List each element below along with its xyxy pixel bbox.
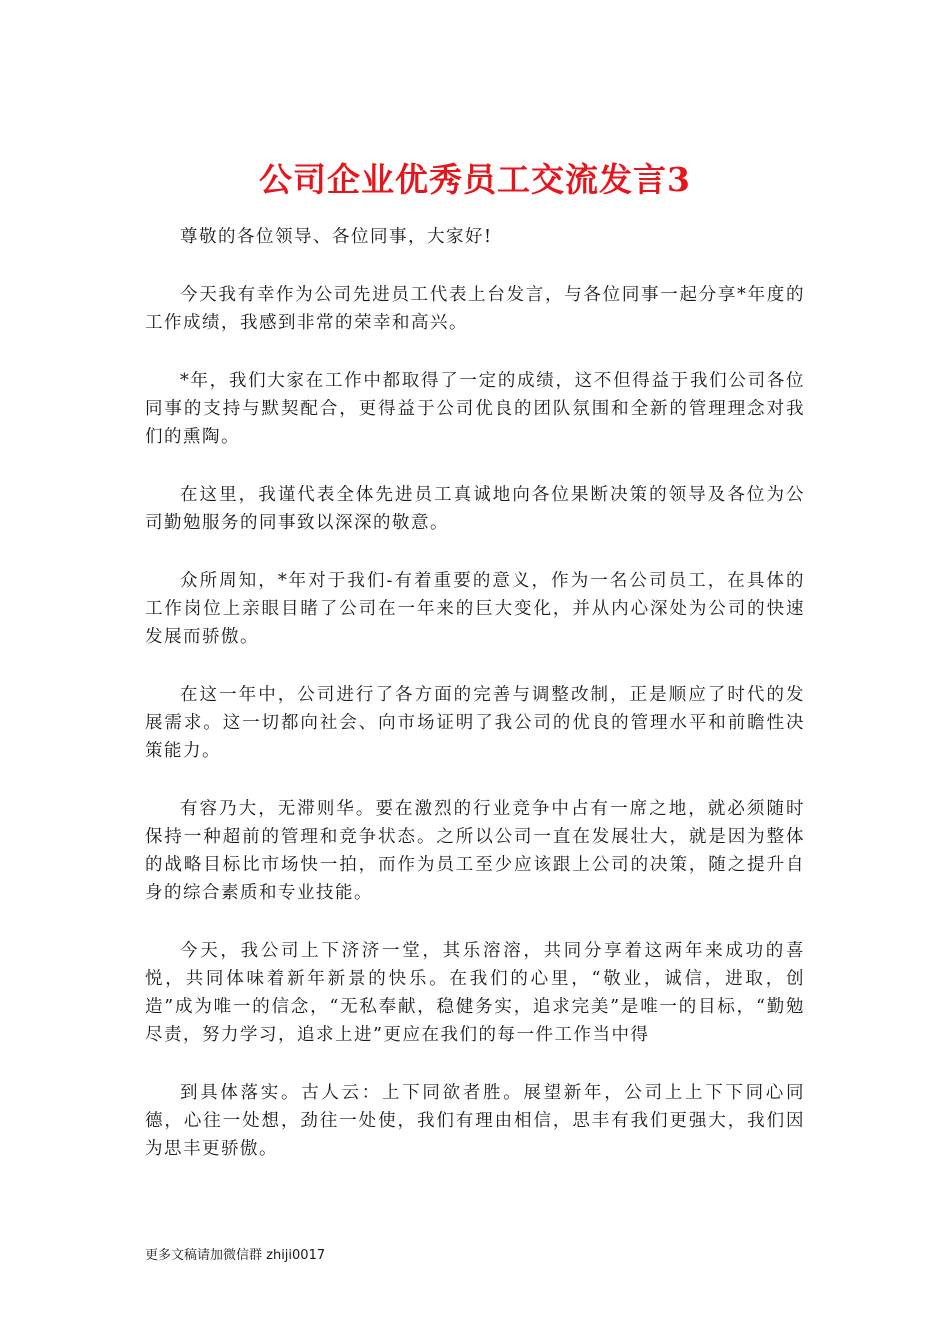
paragraph: 今天，我公司上下济济一堂，其乐溶溶，共同分享着这两年来成功的喜悦，共同体味着新年新景的快乐。在我们的心里，“敬业，诚信，进取，创造”成为唯一的信念，“无私奉献，稳健务实，追求完美”是唯一的目标，“勤勉尽责，努力学习，追求上进”更应在我们的每一件工作当中得 [145,941,805,1045]
paragraph: *年，我们大家在工作中都取得了一定的成绩，这不但得益于我们公司各位同事的支持与默契配合，更得益于公司优良的团队氛围和全新的管理理念对我们的熏陶。 [145,371,805,447]
document-body [145,223,805,1193]
paragraph: 有容乃大，无滞则华。要在激烈的行业竞争中占有一席之地，就必须随时保持一种超前的管理和竞争状态。之所以公司一直在发展壮大，就是因为整体的战略目标比市场快一拍，而作为员工至少应该跟上公司的决策，随之提升自身的综合素质和专业技能。 [145,799,805,903]
paragraph-greeting: 尊敬的各位领导、各位同事，大家好! [180,227,493,247]
page-footer: 更多文稿请加微信群 zhiji0017 [145,1248,326,1263]
paragraph: 到具体落实。古人云：上下同欲者胜。展望新年，公司上上下下同心同德，心往一处想，劲往一处使，我们有理由相信，思丰有我们更强大，我们因为思丰更骄傲。 [145,1083,805,1159]
paragraph: 在这里，我谨代表全体先进员工真诚地向各位果断决策的领导及各位为公司勤勉服务的同事致以深深的敬意。 [145,485,805,533]
paragraph: 众所周知，*年对于我们-有着重要的意义，作为一名公司员工，在具体的工作岗位上亲眼目睹了公司在一年来的巨大变化，并从内心深处为公司的快速发展而骄傲。 [145,571,805,647]
paragraph: 在这一年中，公司进行了各方面的完善与调整改制，正是顺应了时代的发展需求。这一切都向社会、向市场证明了我公司的优良的管理水平和前瞻性决策能力。 [145,685,805,761]
document-title: 公司企业优秀员工交流发言3 [259,160,691,199]
paragraph: 今天我有幸作为公司先进员工代表上台发言，与各位同事一起分享*年度的工作成绩，我感到非常的荣幸和高兴。 [145,285,805,333]
